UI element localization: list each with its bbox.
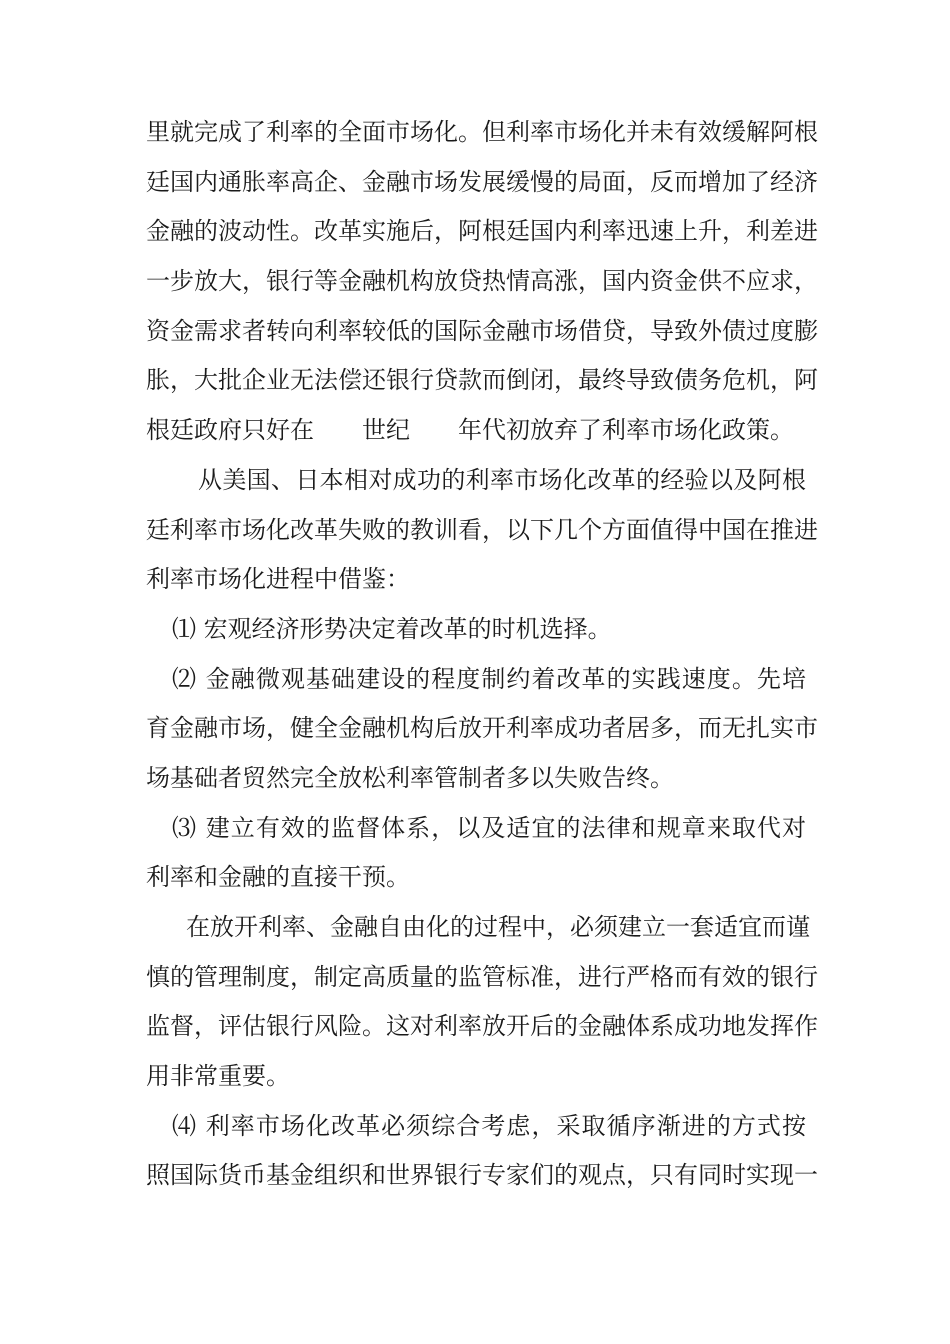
body-text [146, 108, 818, 1201]
list-item-2: ⑵ 金融微观基础建设的程度制约着改革的实践速度。先培 [172, 664, 806, 693]
list-item-1: ⑴ 宏观经济形势决定着改革的时机选择。 [172, 614, 612, 643]
text-line: 里就完成了利率的全面市场化。但利率市场化并未有效缓解阿根 [146, 118, 818, 146]
text-line: 廷国内通胀率高企、金融市场发展缓慢的局面，反而增加了经济 [146, 167, 818, 196]
text-line: 场基础者贸然完全放松利率管制者多以失败告终。 [146, 763, 674, 792]
text-line: 用非常重要。 [146, 1062, 290, 1091]
text-line: 金融的波动性。改革实施后，阿根廷国内利率迅速上升，利差进 [146, 217, 818, 246]
text-line: 根廷政府只好在 世纪 年代初放弃了利率市场化政策。 [146, 416, 794, 445]
text-line: 胀，大批企业无法偿还银行贷款而倒闭，最终导致债务危机，阿 [146, 366, 818, 395]
paragraph-first-line: 从美国、日本相对成功的利率市场化改革的经验以及阿根 [198, 465, 806, 494]
text-line: 资金需求者转向利率较低的国际金融市场借贷，导致外债过度膨 [146, 316, 818, 345]
text-line: 廷利率市场化改革失败的教训看，以下几个方面值得中国在推进 [146, 515, 818, 544]
list-item-4: ⑷ 利率市场化改革必须综合考虑，采取循序渐进的方式按 [172, 1111, 806, 1140]
text-line: 监督，评估银行风险。这对利率放开后的金融体系成功地发挥作 [146, 1012, 818, 1041]
list-item-3: ⑶ 建立有效的监督体系，以及适宜的法律和规章来取代对 [172, 813, 806, 842]
text-line: 育金融市场，健全金融机构后放开利率成功者居多，而无扎实市 [146, 714, 818, 743]
text-line: 利率和金融的直接干预。 [146, 863, 410, 892]
text-line: 照国际货币基金组织和世界银行专家们的观点，只有同时实现一 [146, 1161, 818, 1190]
text-line: 慎的管理制度，制定高质量的监管标准，进行严格而有效的银行 [146, 962, 818, 991]
text-line: 利率市场化进程中借鉴： [146, 565, 410, 594]
paragraph-first-line: 在放开利率、金融自由化的过程中，必须建立一套适宜而谨 [186, 913, 810, 941]
text-line: 一步放大，银行等金融机构放贷热情高涨，国内资金供不应求， [146, 267, 818, 296]
